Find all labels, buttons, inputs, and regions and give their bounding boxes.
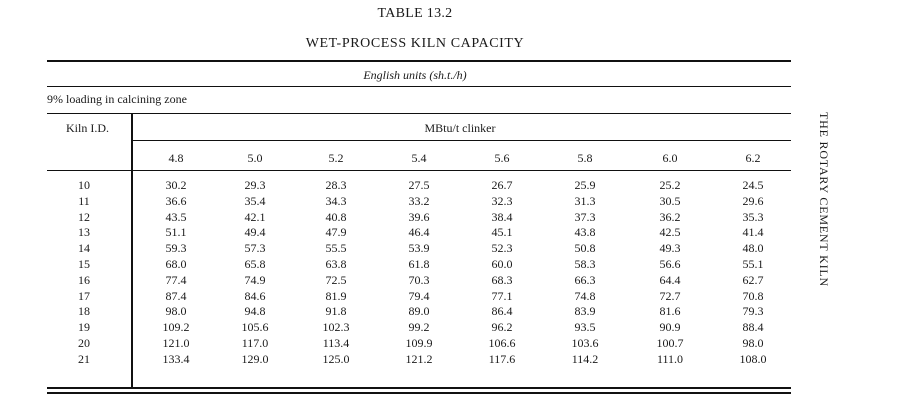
- capacity-cell: 31.3: [574, 194, 596, 208]
- loading-note: 9% loading in calcining zone: [47, 92, 187, 106]
- capacity-cell: 68.3: [491, 273, 513, 287]
- capacity-cell: 129.0: [241, 352, 269, 366]
- kiln-id-cell: 12: [78, 210, 90, 224]
- capacity-cell: 117.6: [488, 352, 516, 366]
- vertical-divider: [131, 113, 133, 387]
- capacity-cell: 99.2: [408, 320, 430, 334]
- capacity-cell: 55.5: [325, 241, 347, 255]
- header-bottom-rule: [47, 170, 791, 171]
- bottom-rule-1: [47, 387, 791, 389]
- capacity-cell: 103.6: [571, 336, 599, 350]
- capacity-cell: 58.3: [574, 257, 596, 271]
- kiln-id-cell: 21: [78, 352, 90, 366]
- mbtu-header: MBtu/t clinker: [424, 121, 496, 135]
- capacity-cell: 25.9: [574, 178, 596, 192]
- capacity-cell: 133.4: [162, 352, 190, 366]
- capacity-cell: 62.7: [742, 273, 764, 287]
- capacity-cell: 94.8: [244, 304, 266, 318]
- capacity-cell: 72.5: [325, 273, 347, 287]
- capacity-cell: 45.1: [491, 225, 513, 239]
- capacity-cell: 79.4: [408, 289, 430, 303]
- capacity-cell: 105.6: [241, 320, 269, 334]
- capacity-cell: 81.6: [659, 304, 681, 318]
- capacity-cell: 91.8: [325, 304, 347, 318]
- kiln-id-cell: 11: [78, 194, 90, 208]
- capacity-cell: 83.9: [574, 304, 596, 318]
- capacity-cell: 36.6: [165, 194, 187, 208]
- units-label: English units (sh.t./h): [363, 68, 467, 82]
- capacity-cell: 77.1: [491, 289, 513, 303]
- capacity-cell: 35.3: [742, 210, 764, 224]
- capacity-cell: 41.4: [742, 225, 764, 239]
- capacity-cell: 100.7: [656, 336, 684, 350]
- capacity-cell: 87.4: [165, 289, 187, 303]
- capacity-cell: 46.4: [408, 225, 430, 239]
- capacity-cell: 114.2: [571, 352, 599, 366]
- capacity-cell: 24.5: [742, 178, 764, 192]
- kiln-id-cell: 16: [78, 273, 90, 287]
- capacity-cell: 30.5: [659, 194, 681, 208]
- capacity-cell: 70.3: [408, 273, 430, 287]
- capacity-cell: 42.1: [244, 210, 266, 224]
- capacity-cell: 86.4: [491, 304, 513, 318]
- capacity-cell: 96.2: [491, 320, 513, 334]
- capacity-cell: 53.9: [408, 241, 430, 255]
- capacity-cell: 121.0: [162, 336, 190, 350]
- column-header: 5.8: [577, 151, 593, 165]
- capacity-cell: 36.2: [659, 210, 681, 224]
- capacity-cell: 49.3: [659, 241, 681, 255]
- capacity-cell: 40.8: [325, 210, 347, 224]
- kiln-id-cell: 17: [78, 289, 90, 303]
- capacity-cell: 125.0: [322, 352, 350, 366]
- capacity-cell: 50.8: [574, 241, 596, 255]
- capacity-cell: 47.9: [325, 225, 347, 239]
- capacity-cell: 89.0: [408, 304, 430, 318]
- capacity-cell: 79.3: [742, 304, 764, 318]
- capacity-cell: 33.2: [408, 194, 430, 208]
- table-title: WET-PROCESS KILN CAPACITY: [305, 36, 525, 51]
- capacity-cell: 64.4: [659, 273, 681, 287]
- capacity-cell: 72.7: [659, 289, 681, 303]
- capacity-cell: 42.5: [659, 225, 681, 239]
- capacity-cell: 98.0: [742, 336, 764, 350]
- capacity-cell: 98.0: [165, 304, 187, 318]
- capacity-cell: 81.9: [325, 289, 347, 303]
- capacity-cell: 74.9: [244, 273, 266, 287]
- title-rule: [47, 60, 791, 62]
- kiln-id-header: Kiln I.D.: [66, 121, 109, 135]
- capacity-cell: 51.1: [165, 225, 187, 239]
- capacity-cell: 68.0: [165, 257, 187, 271]
- capacity-cell: 35.4: [244, 194, 266, 208]
- column-header: 6.0: [662, 151, 678, 165]
- mbtu-underline: [132, 140, 791, 141]
- column-header: 5.6: [494, 151, 510, 165]
- capacity-cell: 108.0: [739, 352, 767, 366]
- capacity-cell: 109.2: [162, 320, 190, 334]
- capacity-cell: 56.6: [659, 257, 681, 271]
- capacity-cell: 65.8: [244, 257, 266, 271]
- capacity-cell: 106.6: [488, 336, 516, 350]
- capacity-cell: 61.8: [408, 257, 430, 271]
- capacity-cell: 84.6: [244, 289, 266, 303]
- kiln-id-cell: 10: [78, 178, 90, 192]
- kiln-id-cell: 13: [78, 225, 90, 239]
- capacity-cell: 43.5: [165, 210, 187, 224]
- capacity-cell: 74.8: [574, 289, 596, 303]
- capacity-cell: 37.3: [574, 210, 596, 224]
- capacity-cell: 34.3: [325, 194, 347, 208]
- capacity-cell: 48.0: [742, 241, 764, 255]
- capacity-cell: 117.0: [241, 336, 269, 350]
- capacity-cell: 113.4: [322, 336, 350, 350]
- capacity-cell: 90.9: [659, 320, 681, 334]
- capacity-cell: 70.8: [742, 289, 764, 303]
- column-header: 5.0: [247, 151, 263, 165]
- capacity-cell: 52.3: [491, 241, 513, 255]
- capacity-cell: 109.9: [405, 336, 433, 350]
- capacity-cell: 38.4: [491, 210, 513, 224]
- units-rule: [47, 86, 791, 87]
- kiln-id-cell: 15: [78, 257, 90, 271]
- kiln-id-cell: 14: [78, 241, 90, 255]
- running-header-side: THE ROTARY CEMENT KILN: [817, 112, 831, 287]
- column-header: 5.4: [411, 151, 427, 165]
- capacity-cell: 43.8: [574, 225, 596, 239]
- kiln-id-cell: 18: [78, 304, 90, 318]
- capacity-cell: 102.3: [322, 320, 350, 334]
- capacity-cell: 88.4: [742, 320, 764, 334]
- capacity-cell: 30.2: [165, 178, 187, 192]
- capacity-cell: 59.3: [165, 241, 187, 255]
- kiln-id-cell: 19: [78, 320, 90, 334]
- capacity-cell: 93.5: [574, 320, 596, 334]
- capacity-cell: 66.3: [574, 273, 596, 287]
- capacity-cell: 121.2: [405, 352, 433, 366]
- capacity-cell: 25.2: [659, 178, 681, 192]
- capacity-cell: 77.4: [165, 273, 187, 287]
- capacity-cell: 49.4: [244, 225, 266, 239]
- capacity-cell: 29.6: [742, 194, 764, 208]
- capacity-cell: 32.3: [491, 194, 513, 208]
- capacity-cell: 60.0: [491, 257, 513, 271]
- column-header: 4.8: [168, 151, 184, 165]
- header-top-rule: [47, 113, 791, 114]
- column-header: 5.2: [328, 151, 344, 165]
- capacity-cell: 63.8: [325, 257, 347, 271]
- capacity-cell: 111.0: [656, 352, 684, 366]
- capacity-cell: 55.1: [742, 257, 764, 271]
- capacity-cell: 29.3: [244, 178, 266, 192]
- capacity-cell: 39.6: [408, 210, 430, 224]
- column-header: 6.2: [745, 151, 761, 165]
- capacity-cell: 28.3: [325, 178, 347, 192]
- bottom-rule-2: [47, 392, 791, 394]
- capacity-cell: 57.3: [244, 241, 266, 255]
- capacity-cell: 27.5: [408, 178, 430, 192]
- capacity-cell: 26.7: [491, 178, 513, 192]
- table-number: TABLE 13.2: [377, 6, 453, 21]
- kiln-id-cell: 20: [78, 336, 90, 350]
